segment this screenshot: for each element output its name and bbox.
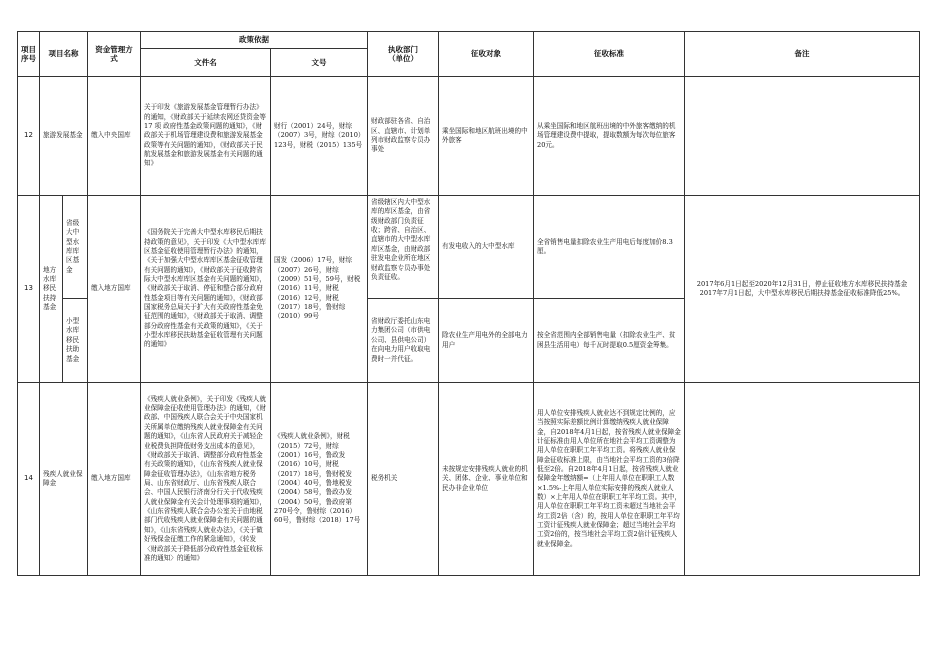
remark-line-2: 2017年7月1日起，大中型水库移民后期扶持基金征收标准降低25%。 bbox=[699, 289, 905, 297]
row-standard: 用人单位安排残疾人就业达不到规定比例的，应当按照实际差额比例计算缴纳残疾人就业保障金，自2018年4月1日起，按省残疾人就业保障金计征标准由用人单位所在地社会平均工资调整为用人单位在职职工年平均工资。将残疾人就业保障金征收标准上限，由当地社会平均工资的3倍降低至2倍。自2018年4月1日起，按省残疾人就业保障金年缴纳额=（上年用人单位在职职工人数×1.5%-上年用人单位实际安排的残疾人就业人数）×上年用人单位在职职工年平均工资。其中，用人单位在职职工年平均工资未超过当地社会平均工资2倍（含）的，按用人单位在职职工年平均工资计征残疾人就业保障金；超过当地社会平均工资2倍的，按当地社会平均工资2倍计征残疾人就业保障金。 bbox=[534, 383, 685, 576]
table-row bbox=[18, 196, 920, 299]
header-dept: 执收部门 （单位） bbox=[368, 32, 439, 77]
row-remark bbox=[685, 383, 920, 576]
table-row bbox=[18, 77, 920, 196]
header-standard: 征收标准 bbox=[534, 32, 685, 77]
header-seq: 项目 序号 bbox=[18, 32, 40, 77]
row-object: 乘坐国际和地区航班出境的中外旅客 bbox=[439, 77, 534, 196]
header-doc-name: 文件名 bbox=[141, 49, 271, 77]
fee-table bbox=[17, 31, 920, 576]
header-remark: 备注 bbox=[685, 32, 920, 77]
sub-object: 除农业生产用电外的全部电力用户 bbox=[439, 299, 534, 383]
row-name: 地方水库移民扶持基金 bbox=[40, 196, 63, 383]
sub-item-name: 省级大中型水库库区基金 bbox=[63, 196, 88, 299]
row-standard: 从乘坐国际和地区航班出境的中外旅客缴纳的机场管理建设费中提取，提取数额为每次每位旅客20元。 bbox=[534, 77, 685, 196]
remark-line-1: 2017年6月1日起至2020年12月31日，停止征收地方水库移民扶持基金 bbox=[696, 279, 908, 288]
row-doc-no: 《残疾人就业条例》，财税（2015）72号，财综（2001）16号，鲁政发（2016）10号，财税（2017）18号，鲁财税发〔2004〕40号，鲁地税发（2004）58号，鲁政办发（2004）50号，鲁政府第270号令，鲁财综（2016）60号，鲁财综（2018）17号 bbox=[271, 383, 368, 576]
row-name: 旅游发展基金 bbox=[40, 77, 88, 196]
header-name: 项目名称 bbox=[40, 32, 88, 77]
row-seq: 14 bbox=[18, 383, 40, 576]
row-remark bbox=[685, 77, 920, 196]
row-seq: 13 bbox=[18, 196, 40, 383]
row-remark bbox=[685, 196, 920, 383]
row-doc-name: 关于印发《旅游发展基金管理暂行办法》的通知，《财政部关于延续农网还贷资金等 17 项 政府性基金政策问题的通知》，《财政部关于机场管理建设费和旅游发展基金政策等有关问题的通知》，《财政部关于民航发展基金和旅游发展基金有关问题的通知》 bbox=[141, 77, 271, 196]
row-seq: 12 bbox=[18, 77, 40, 196]
sub-dept: 省财政厅委托山东电力集团公司（市供电公司、县供电公司）在向电力用户收取电费时一并代征。 bbox=[368, 299, 439, 383]
row-doc-no: 财行（2001）24号，财综（2007）3号，财综（2010）123号，财税（2015）135号 bbox=[271, 77, 368, 196]
row-object: 未按规定安排残疾人就业的机关、团体、企业、事业单位和民办非企业单位 bbox=[439, 383, 534, 576]
row-dept: 财政部驻各省、自治区、直辖市、计划单列市财政监察专员办事处 bbox=[368, 77, 439, 196]
table-row bbox=[18, 383, 920, 576]
row-name: 残疾人就业保障金 bbox=[40, 383, 88, 576]
row-mgmt: 缴入中央国库 bbox=[88, 77, 141, 196]
row-mgmt: 缴入地方国库 bbox=[88, 196, 141, 383]
sub-standard: 全省销售电量扣除农业生产用电后每度加价8.3厘。 bbox=[534, 196, 685, 299]
row-mgmt: 缴入地方国库 bbox=[88, 383, 141, 576]
sub-item-name: 小型水库移民扶助基金 bbox=[63, 299, 88, 383]
sub-dept: 省级辖区内大中型水库的库区基金，由省级财政部门负责征收；跨省、自治区、直辖市的大中型水库库区基金，由财政部驻发电企业所在地区财政监察专员办事处负责征收。 bbox=[368, 196, 439, 299]
header-doc-no: 文号 bbox=[271, 49, 368, 77]
sub-object: 有发电收入的大中型水库 bbox=[439, 196, 534, 299]
header-object: 征收对象 bbox=[439, 32, 534, 77]
row-doc-name: 《残疾人就业条例》，关于印发《残疾人就业保障金征收使用管理办法》的通知，《财政部、中国残疾人联合会关于中央国家机关所属单位缴纳残疾人就业保障金有关问题的通知》，《山东省人民政府关于减轻企业税费负担降低财务支出成本的意见》，《财政部关于取消、调整部分政府性基金有关政策的通知》，《山东省残疾人就业保障金征收管理办法》，《山东省地方税务局、山东省财政厅、山东省残疾人联合会、中国人民银行济南分行关于代收残疾人就业保障金有关会计处理事项的通知》，《山东省残疾人联合会办公室关于由地税部门代收残疾人就业保障金有关问题的通知》，《山东省残疾人就业办法》，《关于做好残保金征缴工作的紧急通知》，《转发〈财政部关于降低部分政府性基金征收标准的通知〉的通知》 bbox=[141, 383, 271, 576]
sub-standard: 按全省范围内全部销售电量（扣除农业生产、贫困县生活用电）每千瓦时提取0.5厘资金筹集。 bbox=[534, 299, 685, 383]
header-policy: 政策依据 bbox=[141, 32, 368, 49]
row-doc-no: 国发（2006）17号，财综（2007）26号，财综（2009）51号，59号，财税（2016）11号，财税（2016）12号，财税（2017）18号，鲁财综（2010）99号 bbox=[271, 196, 368, 383]
row-doc-name: 《国务院关于完善大中型水库移民后期扶持政策的意见》，关于印发《大中型水库库区基金征收使用管理暂行办法》的通知，《关于加强大中型水库库区基金征收管理有关问题的通知》，《财政部关于征收跨省际大中型水库库区基金有关问题的通知》，《财政部关于取消、停征和整合部分政府性基金项目等有关问题的通知》，《财政部 国家税务总局关于扩大有关政府性基金免征范围的通知》，《财政部关于取消、调整部分政府性基金有关政策的通知》，《关于小型水库移民扶助基金征收管理有关问题的通知》 bbox=[141, 196, 271, 383]
row-dept: 税务机关 bbox=[368, 383, 439, 576]
header-mgmt: 资金管理方 式 bbox=[88, 32, 141, 77]
